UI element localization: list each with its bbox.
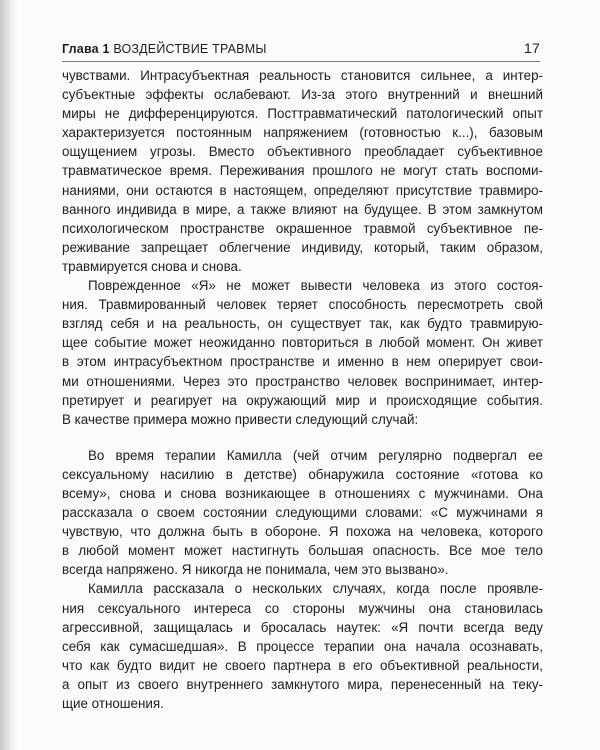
text-line: агрессивной, защищалась и бросалась наутек: «Я почти всегда веду bbox=[62, 619, 543, 635]
paragraph-1 bbox=[62, 66, 543, 276]
chapter-heading bbox=[62, 42, 267, 56]
text-line: сексуальному насилию в детстве) обнаружила состояние «готова ко bbox=[62, 466, 543, 482]
text-line: рассказала о своем состоянии следующими словами: «С мужчинами я bbox=[62, 505, 543, 521]
text-line: ванного индивида в мире, а также влияют на будущее. В этом замкнутом bbox=[62, 201, 543, 217]
chapter-title: ВОЗДЕЙСТВИЕ ТРАВМЫ bbox=[113, 42, 267, 56]
paragraph-spacer bbox=[62, 429, 543, 446]
text-line: щие отношения. bbox=[62, 696, 164, 711]
page-body bbox=[62, 66, 543, 713]
chapter-label: Глава 1 bbox=[62, 42, 110, 56]
running-header bbox=[62, 40, 540, 60]
paragraph-2 bbox=[62, 276, 543, 429]
text-line: субъектные эффекты ослабевают. Из-за этого внутренний и внешний bbox=[62, 87, 543, 103]
case-example-paragraph bbox=[62, 446, 543, 580]
text-line: Поврежденное «Я» не может вывести человека из этого состоя- bbox=[88, 278, 543, 294]
text-line: Камилла рассказала о нескольких случаях, когда после проявле- bbox=[88, 581, 543, 597]
text-line: всему», снова и снова возникающее в отношениях с мужчинами. Она bbox=[62, 485, 543, 501]
text-line: ния сексуального интереса со стороны мужчины она становилась bbox=[62, 600, 543, 616]
text-line: себя как сумасшедшая». В процессе терапии она начала осознавать, bbox=[62, 638, 543, 654]
text-line: В качестве примера можно привести следующий случай: bbox=[62, 411, 419, 427]
text-line: миры не дифференцируются. Посттравматический патологический опыт bbox=[62, 106, 543, 122]
text-line: ми отношениями. Через это пространство человек воспринимает, интер- bbox=[62, 373, 543, 389]
text-line: реживание запрещает облегчение индивиду, который, таким образом, bbox=[62, 239, 543, 255]
page-gutter-shadow bbox=[0, 0, 18, 750]
text-line: в этом интрасубъектном пространстве и именно в нем оперирует свои- bbox=[62, 354, 543, 370]
text-line: всегда напряжено. Я никогда не понимала, чем это вызвано». bbox=[62, 562, 449, 578]
text-line: взгляд себя и на реальность, он существует так, как будто травмирую- bbox=[62, 316, 543, 332]
text-line: наниями, они остаются в настоящем, определяют присутствие травмиро- bbox=[62, 182, 543, 198]
text-line: чувствами. Интрасубъектная реальность становится сильнее, а интер- bbox=[62, 68, 543, 83]
header-divider bbox=[62, 61, 540, 62]
page-number: 17 bbox=[524, 40, 540, 56]
text-line: чувствую, что должна быть в обороне. Я похожа на человека, которого bbox=[62, 524, 543, 540]
text-line: щее событие может неожиданно повториться в любой момент. Он живет bbox=[62, 335, 543, 351]
text-line: ощущением угрозы. Вместо объективного преобладает субъективное bbox=[62, 144, 543, 160]
text-line: что как будто видит не своего партнера в его объективной реальности, bbox=[62, 657, 543, 673]
text-line: а опыт из своего внутреннего замкнутого мира, перенесенный на теку- bbox=[62, 676, 543, 692]
text-line: ния. Травмированный человек теряет способность пересмотреть свой bbox=[62, 297, 543, 313]
text-line: психологическом пространстве окрашенное травмой субъективное пе- bbox=[62, 220, 543, 236]
text-line: в любой момент может настигнуть большая опасность. Все мое тело bbox=[62, 543, 543, 559]
text-line: травмируется снова и снова. bbox=[62, 258, 242, 274]
case-continuation-paragraph bbox=[62, 579, 543, 713]
text-line: Во время терапии Камилла (чей отчим регулярно подвергал ее bbox=[88, 447, 543, 463]
text-line: травматическое время. Переживания прошлого не могут стать воспоми- bbox=[62, 163, 543, 179]
text-line: характеризуется постоянным напряжением (готовностью к...), базовым bbox=[62, 125, 543, 141]
text-line: претирует и реагирует на окружающий мир и происходящие события. bbox=[62, 392, 543, 408]
